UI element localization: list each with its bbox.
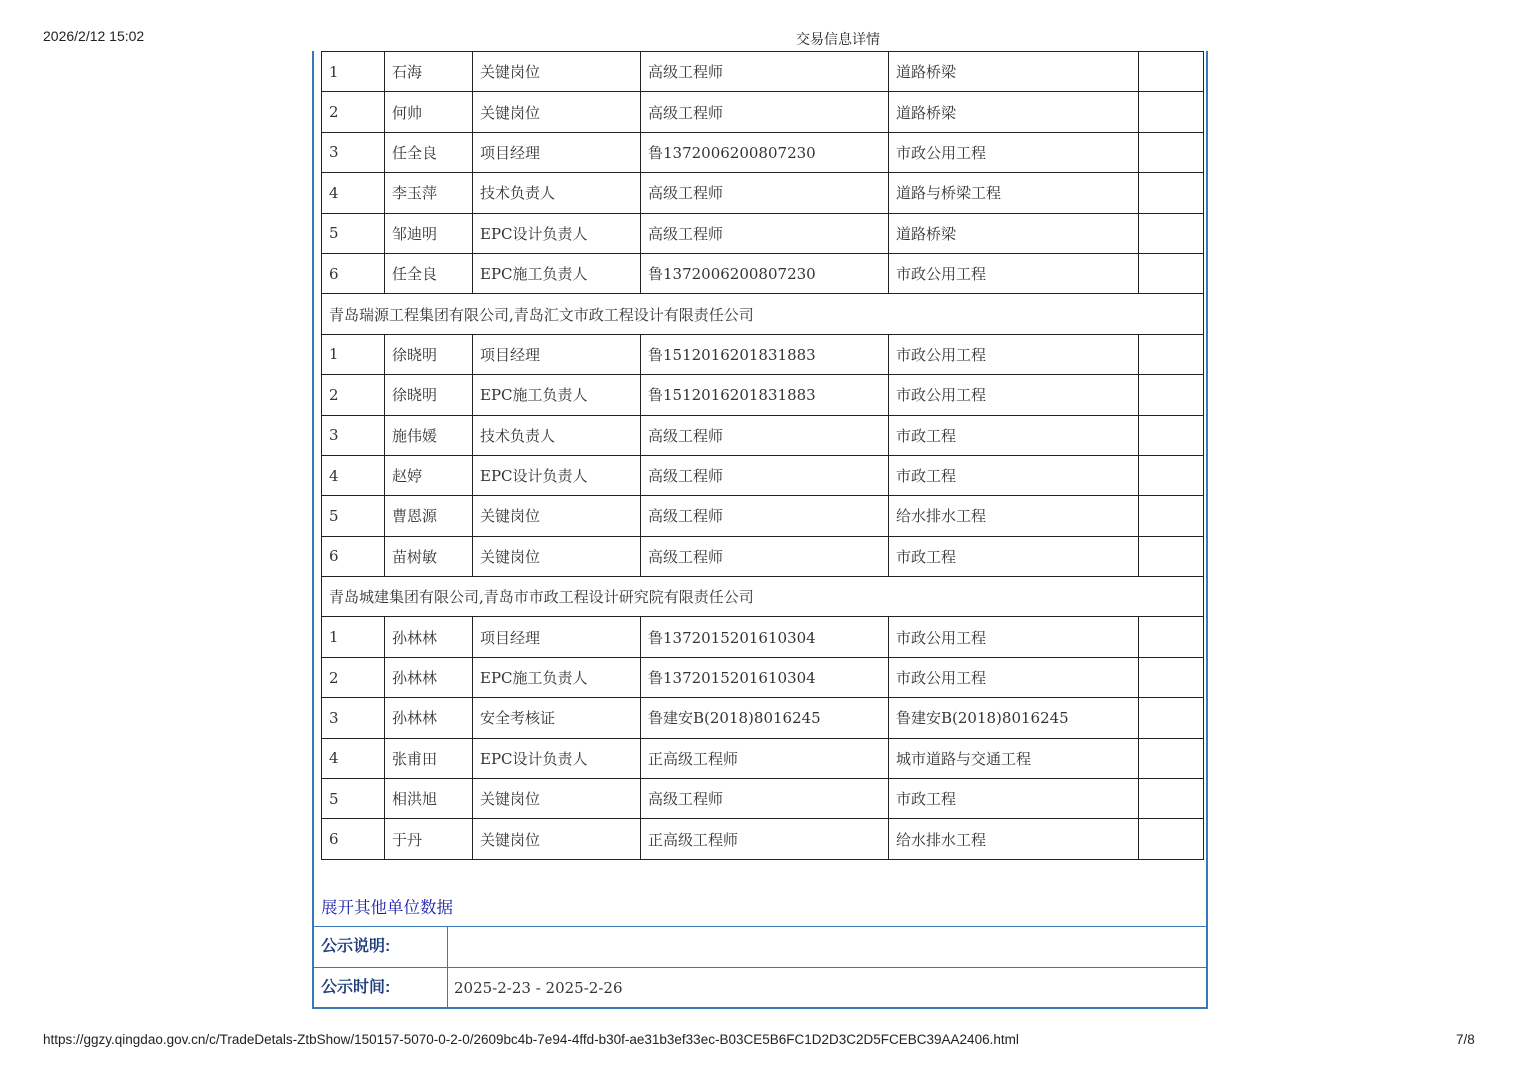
remark-cell: [1139, 779, 1204, 819]
specialty-cell: 道路与桥梁工程: [889, 173, 1139, 213]
expand-other-units-link[interactable]: 展开其他单位数据: [321, 899, 453, 917]
specialty-cell: 道路桥梁: [889, 92, 1139, 132]
remark-cell: [1139, 657, 1204, 697]
certificate-cell: 鲁1512016201831883: [641, 375, 889, 415]
certificate-cell: 高级工程师: [641, 496, 889, 536]
position-cell: EPC施工负责人: [473, 657, 641, 697]
specialty-cell: 城市道路与交通工程: [889, 738, 1139, 778]
table-row: [322, 698, 1204, 738]
person-name-cell: 徐晓明: [385, 334, 473, 374]
person-name-cell: 石海: [385, 52, 473, 92]
row-index-cell: 5: [322, 213, 385, 253]
remark-cell: [1139, 334, 1204, 374]
table-row: [322, 334, 1204, 374]
remark-cell: [1139, 496, 1204, 536]
table-row: [322, 213, 1204, 253]
specialty-cell: 给水排水工程: [889, 496, 1139, 536]
company-row: [322, 577, 1204, 617]
specialty-cell: 市政工程: [889, 415, 1139, 455]
position-cell: 关键岗位: [473, 819, 641, 859]
row-index-cell: 5: [322, 496, 385, 536]
remark-cell: [1139, 213, 1204, 253]
position-cell: EPC设计负责人: [473, 455, 641, 495]
position-cell: 项目经理: [473, 132, 641, 172]
personnel-table: [321, 51, 1204, 860]
person-name-cell: 曹恩源: [385, 496, 473, 536]
person-name-cell: 孙林林: [385, 657, 473, 697]
remark-cell: [1139, 698, 1204, 738]
position-cell: 技术负责人: [473, 173, 641, 213]
remark-cell: [1139, 415, 1204, 455]
specialty-cell: 市政公用工程: [889, 657, 1139, 697]
remark-cell: [1139, 617, 1204, 657]
notice-time-value: 2025-2-23 - 2025-2-26: [454, 979, 623, 997]
row-index-cell: 3: [322, 415, 385, 455]
certificate-cell: 高级工程师: [641, 52, 889, 92]
certificate-cell: 高级工程师: [641, 173, 889, 213]
remark-cell: [1139, 738, 1204, 778]
company-name: 青岛城建集团有限公司,青岛市市政工程设计研究院有限责任公司: [322, 577, 1204, 617]
page-url: https://ggzy.qingdao.gov.cn/c/TradeDetals-ZtbShow/150157-5070-0-2-0/2609bc4b-7e94-4ffd-b30f-ae31b3ef33ec-B03CE5B6FC1D2D3C2D5FCEBC39AA2406.html: [43, 1032, 1019, 1047]
row-index-cell: 4: [322, 455, 385, 495]
specialty-cell: 道路桥梁: [889, 213, 1139, 253]
table-row: [322, 173, 1204, 213]
position-cell: 关键岗位: [473, 496, 641, 536]
row-index-cell: 4: [322, 173, 385, 213]
certificate-cell: 鲁1372006200807230: [641, 132, 889, 172]
position-cell: 安全考核证: [473, 698, 641, 738]
certificate-cell: 正高级工程师: [641, 819, 889, 859]
table-row: [322, 415, 1204, 455]
person-name-cell: 徐晓明: [385, 375, 473, 415]
certificate-cell: 鲁建安B(2018)8016245: [641, 698, 889, 738]
notice-description-label: 公示说明:: [314, 927, 448, 967]
table-row: [322, 779, 1204, 819]
row-index-cell: 2: [322, 92, 385, 132]
table-row: [322, 536, 1204, 576]
remark-cell: [1139, 132, 1204, 172]
print-datetime: 2026/2/12 15:02: [43, 28, 145, 44]
remark-cell: [1139, 253, 1204, 293]
certificate-cell: 高级工程师: [641, 455, 889, 495]
person-name-cell: 苗树敏: [385, 536, 473, 576]
page-title: 交易信息详情: [796, 31, 880, 47]
personnel-table-body: [322, 52, 1204, 860]
certificate-cell: 高级工程师: [641, 415, 889, 455]
certificate-cell: 高级工程师: [641, 779, 889, 819]
position-cell: 项目经理: [473, 334, 641, 374]
table-row: [322, 496, 1204, 536]
certificate-cell: 鲁1372006200807230: [641, 253, 889, 293]
row-index-cell: 4: [322, 738, 385, 778]
certificate-cell: 鲁1372015201610304: [641, 617, 889, 657]
specialty-cell: 道路桥梁: [889, 52, 1139, 92]
company-name: 青岛瑞源工程集团有限公司,青岛汇文市政工程设计有限责任公司: [322, 294, 1204, 334]
table-row: [322, 132, 1204, 172]
specialty-cell: 鲁建安B(2018)8016245: [889, 698, 1139, 738]
detail-panel: [312, 51, 1208, 1009]
person-name-cell: 相洪旭: [385, 779, 473, 819]
certificate-cell: 高级工程师: [641, 536, 889, 576]
person-name-cell: 赵婷: [385, 455, 473, 495]
position-cell: 关键岗位: [473, 92, 641, 132]
table-row: [322, 253, 1204, 293]
table-row: [322, 617, 1204, 657]
person-name-cell: 任全良: [385, 253, 473, 293]
table-row: [322, 657, 1204, 697]
row-index-cell: 1: [322, 617, 385, 657]
company-row: [322, 294, 1204, 334]
table-row: [322, 455, 1204, 495]
remark-cell: [1139, 536, 1204, 576]
person-name-cell: 孙林林: [385, 617, 473, 657]
remark-cell: [1139, 375, 1204, 415]
person-name-cell: 邹迪明: [385, 213, 473, 253]
row-index-cell: 1: [322, 334, 385, 374]
specialty-cell: 市政公用工程: [889, 132, 1139, 172]
row-index-cell: 5: [322, 779, 385, 819]
row-index-cell: 6: [322, 819, 385, 859]
table-row: [322, 375, 1204, 415]
person-name-cell: 张甫田: [385, 738, 473, 778]
specialty-cell: 给水排水工程: [889, 819, 1139, 859]
remark-cell: [1139, 52, 1204, 92]
certificate-cell: 正高级工程师: [641, 738, 889, 778]
table-row: [322, 738, 1204, 778]
position-cell: 技术负责人: [473, 415, 641, 455]
specialty-cell: 市政工程: [889, 455, 1139, 495]
row-index-cell: 6: [322, 536, 385, 576]
row-index-cell: 2: [322, 657, 385, 697]
specialty-cell: 市政公用工程: [889, 334, 1139, 374]
table-row: [322, 819, 1204, 859]
position-cell: 项目经理: [473, 617, 641, 657]
table-row: [322, 92, 1204, 132]
remark-cell: [1139, 173, 1204, 213]
certificate-cell: 高级工程师: [641, 213, 889, 253]
row-index-cell: 1: [322, 52, 385, 92]
position-cell: EPC设计负责人: [473, 738, 641, 778]
row-index-cell: 3: [322, 132, 385, 172]
row-index-cell: 2: [322, 375, 385, 415]
position-cell: 关键岗位: [473, 52, 641, 92]
specialty-cell: 市政公用工程: [889, 617, 1139, 657]
page-number: 7/8: [1456, 1032, 1475, 1047]
specialty-cell: 市政公用工程: [889, 253, 1139, 293]
specialty-cell: 市政工程: [889, 779, 1139, 819]
notice-time-label: 公示时间:: [314, 968, 448, 1008]
row-index-cell: 6: [322, 253, 385, 293]
certificate-cell: 高级工程师: [641, 92, 889, 132]
position-cell: EPC设计负责人: [473, 213, 641, 253]
table-row: [322, 52, 1204, 92]
specialty-cell: 市政工程: [889, 536, 1139, 576]
person-name-cell: 何帅: [385, 92, 473, 132]
remark-cell: [1139, 455, 1204, 495]
remark-cell: [1139, 819, 1204, 859]
certificate-cell: 鲁1512016201831883: [641, 334, 889, 374]
position-cell: 关键岗位: [473, 536, 641, 576]
person-name-cell: 于丹: [385, 819, 473, 859]
person-name-cell: 孙林林: [385, 698, 473, 738]
notice-time-row: [314, 967, 1206, 1008]
position-cell: EPC施工负责人: [473, 375, 641, 415]
person-name-cell: 李玉萍: [385, 173, 473, 213]
position-cell: EPC施工负责人: [473, 253, 641, 293]
certificate-cell: 鲁1372015201610304: [641, 657, 889, 697]
person-name-cell: 施伟媛: [385, 415, 473, 455]
position-cell: 关键岗位: [473, 779, 641, 819]
specialty-cell: 市政公用工程: [889, 375, 1139, 415]
person-name-cell: 任全良: [385, 132, 473, 172]
row-index-cell: 3: [322, 698, 385, 738]
notice-description-row: [314, 926, 1206, 967]
remark-cell: [1139, 92, 1204, 132]
